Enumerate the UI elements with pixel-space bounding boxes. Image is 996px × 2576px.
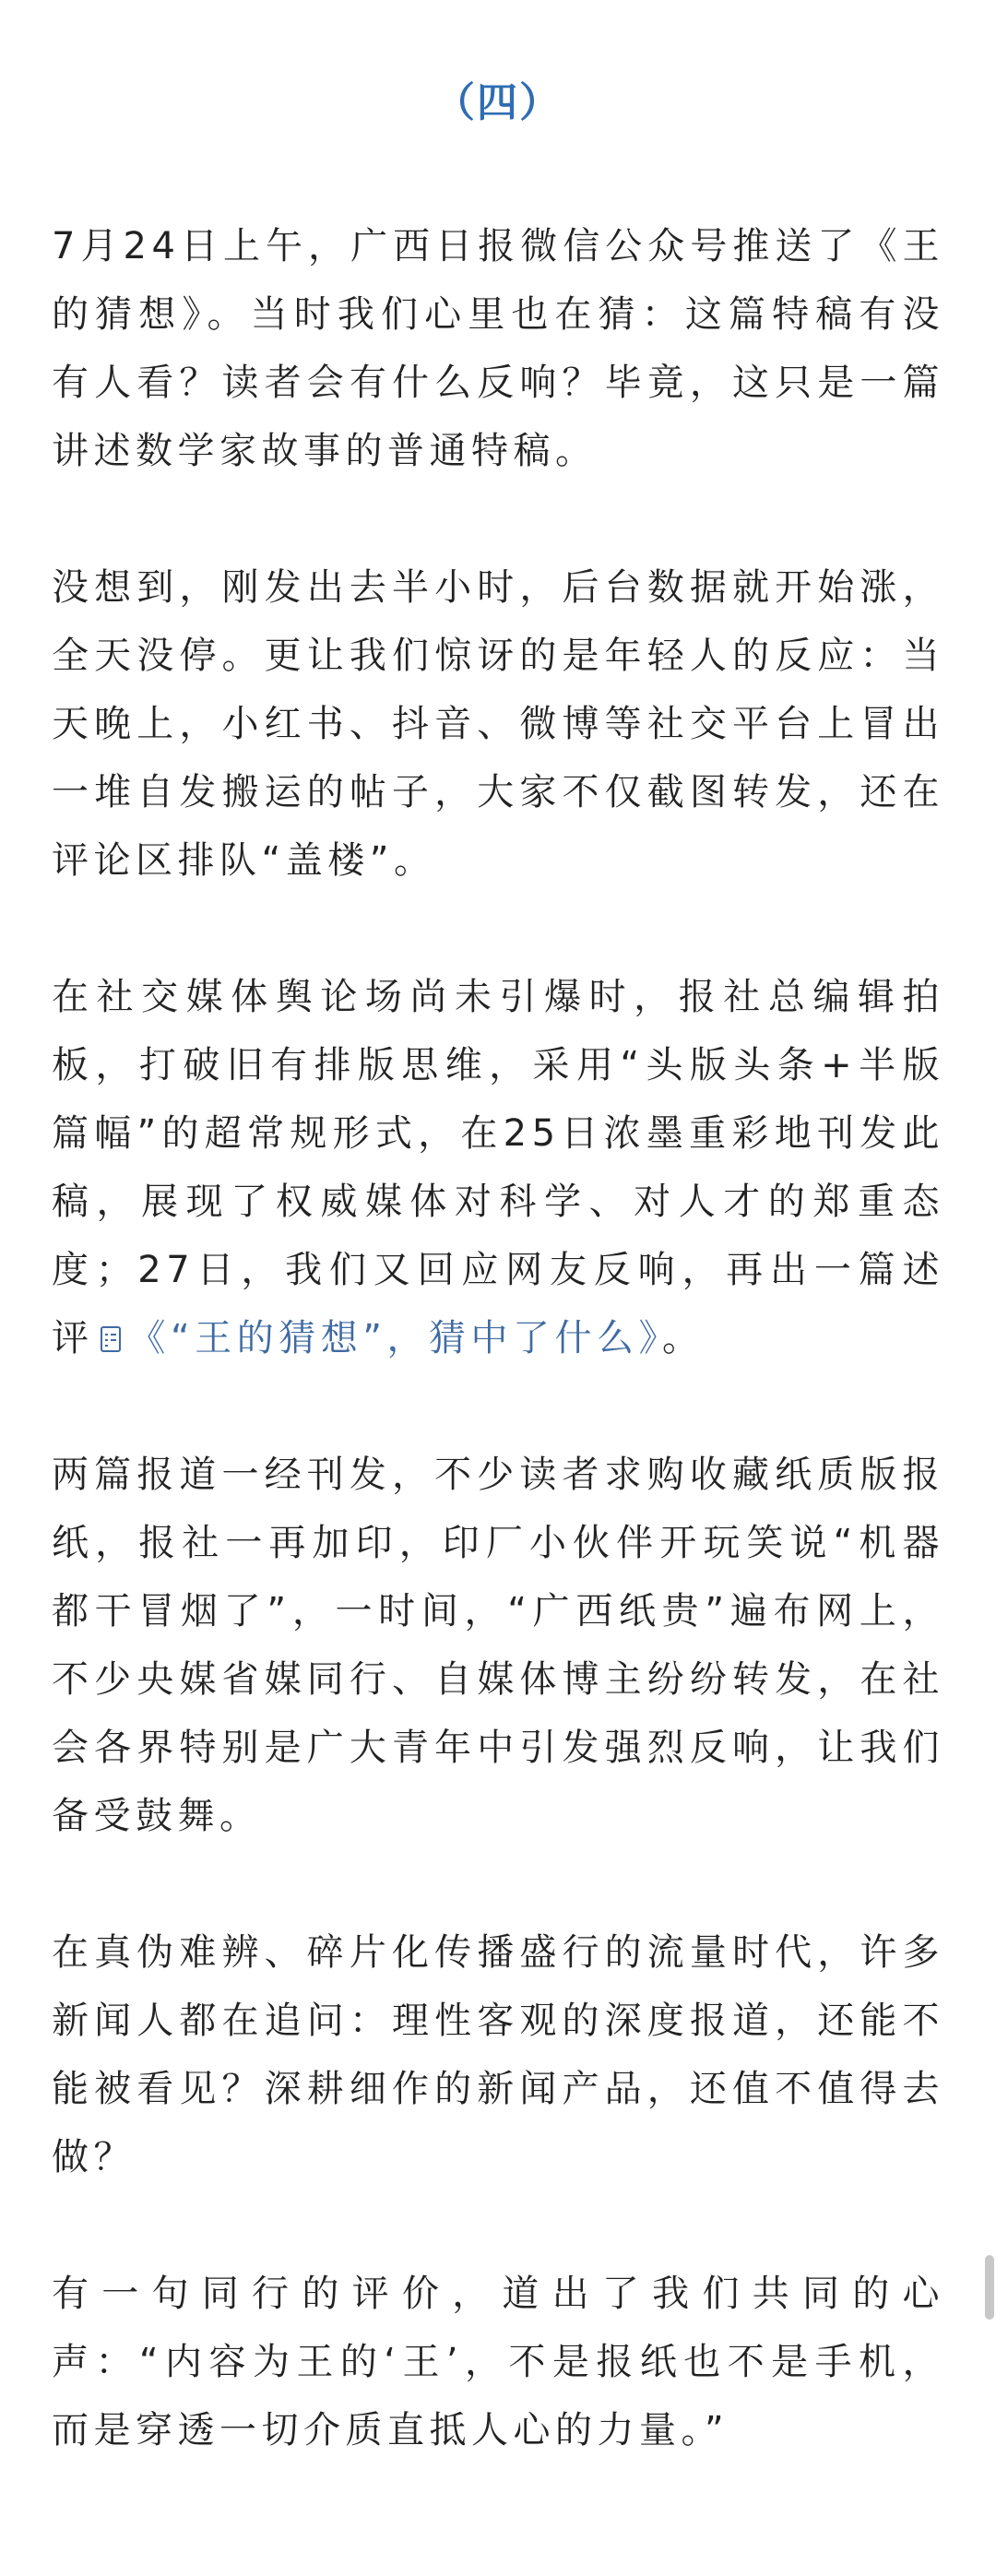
paragraph-6: 有一句同行的评价，道出了我们共同的心声：“内容为王的‘王’，不是报纸也不是手机，而是穿透一切介质直抵人心的力量。”: [52, 2273, 944, 2451]
article-link[interactable]: [94, 1317, 662, 1359]
paragraph-3: [52, 963, 944, 1372]
paragraph-1: 7月24日上午，广西日报微信公众号推送了《王的猜想》。当时我们心里也在猜：这篇特稿有没有人看？读者会有什么反响？毕竟，这只是一篇讲述数学家故事的普通特稿。: [52, 225, 944, 472]
paragraph-4: 两篇报道一经刊发，不少读者求购收藏纸质版报纸，报社一再加印，印厂小伙伴开玩笑说“机器都干冒烟了”，一时间，“广西纸贵”遍布网上，不少央媒省媒同行、自媒体博主纷纷转发，在社会各界特别是广大青年中引发强烈反响，让我们备受鼓舞。: [52, 1454, 944, 1837]
paragraph-2: 没想到，刚发出去半小时，后台数据就开始涨，全天没停。更让我们惊讶的是年轻人的反应：当天晚上，小红书、抖音、微博等社交平台上冒出一堆自发搬运的帖子，大家不仅截图转发，还在评论区排队“盖楼”。: [52, 566, 944, 882]
article-body: [52, 212, 944, 2533]
scrollbar-thumb[interactable]: [985, 2255, 994, 2320]
article-link-text[interactable]: 《“王的猜想”，猜中了什么》: [128, 1317, 662, 1359]
article-link-icon: [100, 1324, 124, 1354]
paragraph-3-text: 在社交媒体舆论场尚未引爆时，报社总编辑拍板，打破旧有排版思维，采用“头版头条+半版篇幅”的超常规形式，在25日浓墨重彩地刊发此稿，展现了权威媒体对科学、对人才的郑重态度；27日，我们又回应网友反响，再出一篇述评: [52, 976, 944, 1359]
paragraph-5: 在真伪难辨、碎片化传播盛行的流量时代，许多新闻人都在追问：理性客观的深度报道，还能不能被看见？深耕细作的新闻产品，还值不值得去做？: [52, 1931, 944, 2178]
paragraph-3-end: 。: [661, 1317, 705, 1359]
section-title: （四）: [434, 79, 562, 126]
